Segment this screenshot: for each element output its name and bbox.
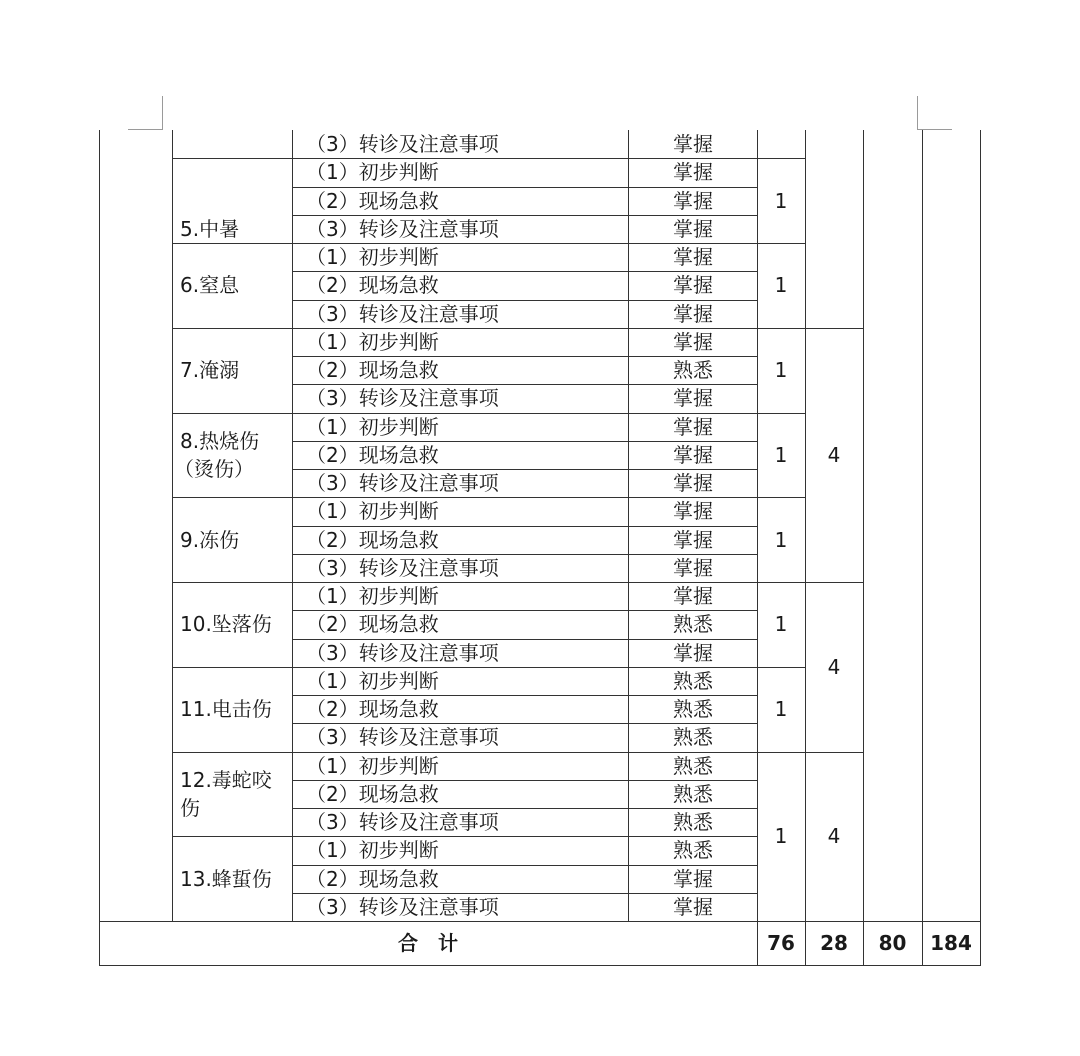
item-label: （2）现场急救 xyxy=(306,866,439,891)
item-label: （1）初步判断 xyxy=(306,329,439,354)
level-label: 熟悉 xyxy=(673,838,713,863)
table-rule xyxy=(292,695,758,696)
level-label: 熟悉 xyxy=(673,697,713,722)
table-rule xyxy=(292,893,758,894)
item-label: （2）现场急救 xyxy=(306,527,439,552)
table-rule xyxy=(757,243,806,244)
item-label: （3）转诊及注意事项 xyxy=(306,216,499,241)
level-label: 熟悉 xyxy=(673,668,713,693)
item-label: （2）现场急救 xyxy=(306,188,439,213)
level-label: 掌握 xyxy=(673,301,713,326)
item-label: （3）转诊及注意事项 xyxy=(306,301,499,326)
table-rule xyxy=(292,526,758,527)
table-rule xyxy=(292,271,758,272)
item-label: （3）转诊及注意事项 xyxy=(306,132,499,157)
hours-value: 1 xyxy=(774,824,788,849)
table-rule xyxy=(99,921,981,922)
table-rule xyxy=(292,130,293,922)
topic-label: 伤 xyxy=(180,795,200,820)
block-hours: 4 xyxy=(827,442,841,467)
item-label: （1）初步判断 xyxy=(306,584,439,609)
total-value: 28 xyxy=(820,931,848,955)
table-rule xyxy=(99,965,981,966)
level-label: 掌握 xyxy=(673,555,713,580)
hours-value: 1 xyxy=(774,358,788,383)
table-rule xyxy=(757,158,806,159)
topic-label: 12.毒蛇咬 xyxy=(180,767,272,792)
item-label: （1）初步判断 xyxy=(306,668,439,693)
table-rule xyxy=(922,921,923,966)
level-label: 熟悉 xyxy=(673,612,713,637)
level-label: 掌握 xyxy=(673,499,713,524)
table-rule xyxy=(805,921,806,966)
level-label: 掌握 xyxy=(673,329,713,354)
item-label: （3）转诊及注意事项 xyxy=(306,555,499,580)
topic-label: 10.坠落伤 xyxy=(180,612,272,637)
item-label: （1）初步判断 xyxy=(306,160,439,185)
level-label: 熟悉 xyxy=(673,725,713,750)
table-rule xyxy=(757,921,758,966)
table-rule xyxy=(172,158,758,159)
topic-label: 8.热烧伤 xyxy=(180,428,260,453)
level-label: 掌握 xyxy=(673,414,713,439)
table-rule xyxy=(805,582,864,583)
table-rule xyxy=(292,639,758,640)
item-label: （1）初步判断 xyxy=(306,838,439,863)
table-rule xyxy=(757,667,806,668)
item-label: （1）初步判断 xyxy=(306,414,439,439)
item-label: （2）现场急救 xyxy=(306,358,439,383)
topic-label: 9.冻伤 xyxy=(180,527,240,552)
hours-value: 1 xyxy=(774,188,788,213)
table-rule xyxy=(292,469,758,470)
table-rule xyxy=(172,752,758,753)
block-hours: 4 xyxy=(827,824,841,849)
item-label: （1）初步判断 xyxy=(306,753,439,778)
level-label: 掌握 xyxy=(673,866,713,891)
table-rule xyxy=(172,497,758,498)
table-rule xyxy=(805,752,864,753)
table-rule xyxy=(805,328,864,329)
level-label: 掌握 xyxy=(673,471,713,496)
topic-label: 7.淹溺 xyxy=(180,358,240,383)
table-rule xyxy=(292,356,758,357)
level-label: 掌握 xyxy=(673,584,713,609)
level-label: 掌握 xyxy=(673,386,713,411)
table-rule xyxy=(172,130,173,922)
table-rule xyxy=(292,554,758,555)
level-label: 熟悉 xyxy=(673,358,713,383)
item-label: （2）现场急救 xyxy=(306,697,439,722)
topic-label: 6.窒息 xyxy=(180,273,240,298)
level-label: 掌握 xyxy=(673,245,713,270)
table-rule xyxy=(172,836,758,837)
topic-label: （烫伤） xyxy=(174,456,254,481)
level-label: 掌握 xyxy=(673,442,713,467)
level-label: 掌握 xyxy=(673,894,713,919)
total-value: 184 xyxy=(930,931,972,955)
item-label: （3）转诊及注意事项 xyxy=(306,810,499,835)
item-label: （1）初步判断 xyxy=(306,245,439,270)
total-value: 76 xyxy=(767,931,795,955)
table-rule xyxy=(757,413,806,414)
table-rule xyxy=(172,582,758,583)
item-label: （2）现场急救 xyxy=(306,612,439,637)
table-rule xyxy=(172,413,758,414)
table-rule xyxy=(99,921,100,966)
table-rule xyxy=(172,328,758,329)
level-label: 掌握 xyxy=(673,132,713,157)
topic-label: 13.蜂蜇伤 xyxy=(180,866,272,891)
table-rule xyxy=(292,723,758,724)
level-label: 掌握 xyxy=(673,216,713,241)
level-label: 熟悉 xyxy=(673,810,713,835)
item-label: （3）转诊及注意事项 xyxy=(306,640,499,665)
table-rule xyxy=(863,921,864,966)
table-rule xyxy=(292,441,758,442)
item-label: （3）转诊及注意事项 xyxy=(306,471,499,496)
level-label: 掌握 xyxy=(673,273,713,298)
table-rule xyxy=(292,215,758,216)
item-label: （2）现场急救 xyxy=(306,442,439,467)
total-value: 80 xyxy=(878,931,907,955)
table-rule xyxy=(292,384,758,385)
table-rule xyxy=(292,300,758,301)
table-rule xyxy=(757,752,806,753)
level-label: 熟悉 xyxy=(673,753,713,778)
table-rule xyxy=(99,130,100,922)
table-rule xyxy=(172,667,758,668)
table-rule xyxy=(980,130,981,922)
hours-value: 1 xyxy=(774,442,788,467)
topic-label: 11.电击伤 xyxy=(180,697,272,722)
table-rule xyxy=(292,808,758,809)
table-rule xyxy=(172,243,758,244)
hours-value: 1 xyxy=(774,273,788,298)
table-rule xyxy=(863,130,864,922)
table-rule xyxy=(292,865,758,866)
level-label: 掌握 xyxy=(673,160,713,185)
block-hours: 4 xyxy=(827,654,841,679)
table-rule xyxy=(805,130,806,922)
item-label: （3）转诊及注意事项 xyxy=(306,725,499,750)
level-label: 掌握 xyxy=(673,188,713,213)
hours-value: 1 xyxy=(774,612,788,637)
table-rule xyxy=(292,780,758,781)
table-rule xyxy=(292,610,758,611)
item-label: （2）现场急救 xyxy=(306,781,439,806)
table-rule xyxy=(757,328,806,329)
table-rule xyxy=(757,582,806,583)
level-label: 掌握 xyxy=(673,640,713,665)
table-rule xyxy=(757,497,806,498)
table-rule xyxy=(922,130,923,922)
total-label: 合 计 xyxy=(398,931,458,955)
hours-value: 1 xyxy=(774,527,788,552)
table-rule xyxy=(292,187,758,188)
item-label: （1）初步判断 xyxy=(306,499,439,524)
table-rule xyxy=(757,130,758,922)
hours-value: 1 xyxy=(774,697,788,722)
table-rule xyxy=(628,130,629,922)
item-label: （2）现场急救 xyxy=(306,273,439,298)
item-label: （3）转诊及注意事项 xyxy=(306,894,499,919)
table-rule xyxy=(980,921,981,966)
topic-label: 5.中暑 xyxy=(180,216,240,241)
item-label: （3）转诊及注意事项 xyxy=(306,386,499,411)
level-label: 熟悉 xyxy=(673,781,713,806)
level-label: 掌握 xyxy=(673,527,713,552)
